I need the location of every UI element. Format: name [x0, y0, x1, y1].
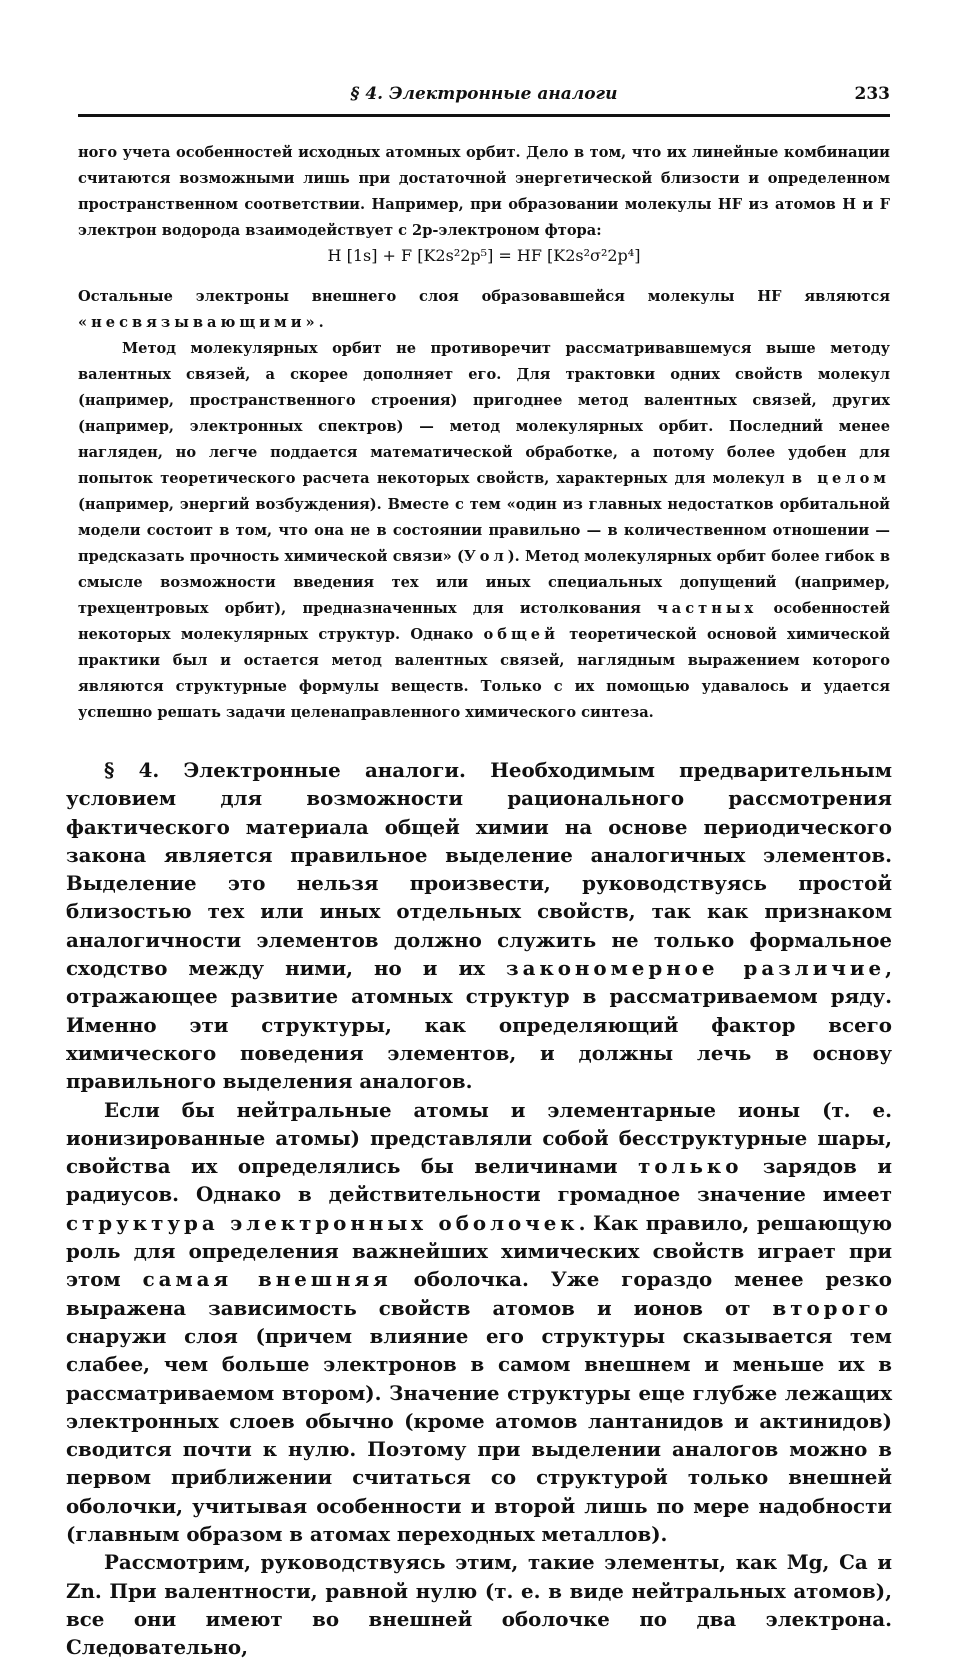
- method-text-4: особенностей некоторых молекулярных структур. Однако: [78, 600, 890, 643]
- emphasis-shell-structure: структура электронных оболочек: [66, 1210, 579, 1235]
- running-header: [78, 84, 890, 117]
- section-body: [66, 756, 892, 1662]
- section-paragraph-2: Если бы нейтральные атомы и элементарные ионы (т. е. ионизированные атомы) представляли собой бесструктурные шары, свойства их определялись бы величинами только зарядов и радиусов. Однако в действительности громадное значение имеет структура электронных оболочек. Как правило, решающую роль для определения важнейших химических свойств играет при этом самая внешняя оболочка. Уже гораздо менее резко выражена зависимость свойств атомов и ионов от второго снаружи слоя (причем влияние его структуры сказывается тем слабее, чем больше электронов в самом внешнем и меньше их в рассматриваемом втором). Значение структуры еще глубже лежащих электронных слоев обычно (кроме атомов лантанидов и актинидов) сводится почти к нулю. Поэтому при выделении аналогов можно в первом приближении считаться со структурой только внешней оболочки, учитывая особенности и второй лишь по мере надобности (главным образом в атомах переходных металлов).: [66, 1097, 892, 1547]
- after-formula-paragraph: [78, 284, 890, 336]
- section-heading: § 4. Электронные аналоги.: [104, 758, 466, 782]
- page-number: 233: [854, 84, 890, 104]
- top-paragraph-text: ного учета особенностей исходных атомных орбит. Дело в том, что их линейные комбинации считаются возможными лишь при достаточной энергетической близости и определенном пространственном соответствии. Например, при образовании молекулы HF из атомов H и F электрон водорода взаимодействует с 2p-электроном фтора:: [78, 144, 890, 239]
- method-text-1: Метод молекулярных орбит не противоречит рассматривавшемуся выше методу валентных связей, а скорее дополняет его. Для трактовки одних свойств молекул (например, пространственного строения) пригоднее метод валентных связей, других (например, электронных спектров) — метод молекулярных орбит. Последний менее нагляден, но легче поддается математической обработке, а потому более удобен для попыток теоретического расчета некоторых свойств, характерных для молекул: [78, 340, 890, 487]
- top-paragraph: [78, 140, 890, 244]
- reaction-formula: H [1s] + F [K2s²2p⁵] = HF [K2s²σ²2p⁴]: [327, 246, 641, 265]
- section-paragraph-1: § 4. Электронные аналоги. Необходимым предварительным условием для возможности рационального рассмотрения фактического материала общей химии на основе периодического закона является правильное выделение аналогичных элементов. Выделение это нельзя произвести, руководствуясь простой близостью тех или иных отдельных свойств, так как признаком аналогичности элементов должно служить не только формальное сходство между ними, но и их закономерное различие, отражающее развитие атомных структур в рассматриваемом ряду. Именно эти структуры, как определяющий фактор всего химического поведения элементов, и должны лечь в основу правильного выделения аналогов.: [66, 758, 893, 1094]
- nonbonding-term: «несвязывающими».: [78, 314, 328, 331]
- section-paragraph-3: Рассмотрим, руководствуясь этим, такие элементы, как Mg, Ca и Zn. При валентности, равной нулю (т. е. в виде нейтральных атомов), все они имеют во внешней оболочке по два электрона. Следовательно,: [66, 1550, 892, 1660]
- emphasis-outermost: самая внешняя: [142, 1267, 392, 1292]
- emphasis-particular: частных: [657, 600, 758, 617]
- emphasis-second: второго: [772, 1295, 892, 1320]
- method-paragraph: [78, 336, 890, 726]
- emphasis-whole: в целом: [791, 470, 890, 487]
- emphasis-general: общей: [483, 626, 559, 643]
- method-text-5: теоретической основой химической практики был и остается метод валентных связей, наглядным выражением которого являются структурные формулы веществ. Только с их помощью удавалось и удается успешно решать задачи целенаправленного химического синтеза.: [78, 626, 890, 721]
- emphasis-regular-difference: закономерное различие: [506, 956, 886, 981]
- author-name: Уол: [463, 548, 508, 565]
- emphasis-only: только: [638, 1154, 743, 1179]
- after-formula-text: Остальные электроны внешнего слоя образовавшейся молекулы HF являются: [78, 288, 890, 305]
- method-text-3: ). Метод молекулярных орбит более гибок в смысле возможности введения тех или иных специальных допущений (например, трехцентровых орбит), предназначенных для истолкования: [78, 548, 890, 617]
- method-text-2: (например, энергий возбуждения). Вместе с тем «один из главных недостатков орбитальной модели состоит в том, что она не в состоянии правильно — в количественном отношении — предсказать прочность химической связи» (: [78, 496, 890, 565]
- running-title: § 4. Электронные аналоги: [350, 84, 618, 104]
